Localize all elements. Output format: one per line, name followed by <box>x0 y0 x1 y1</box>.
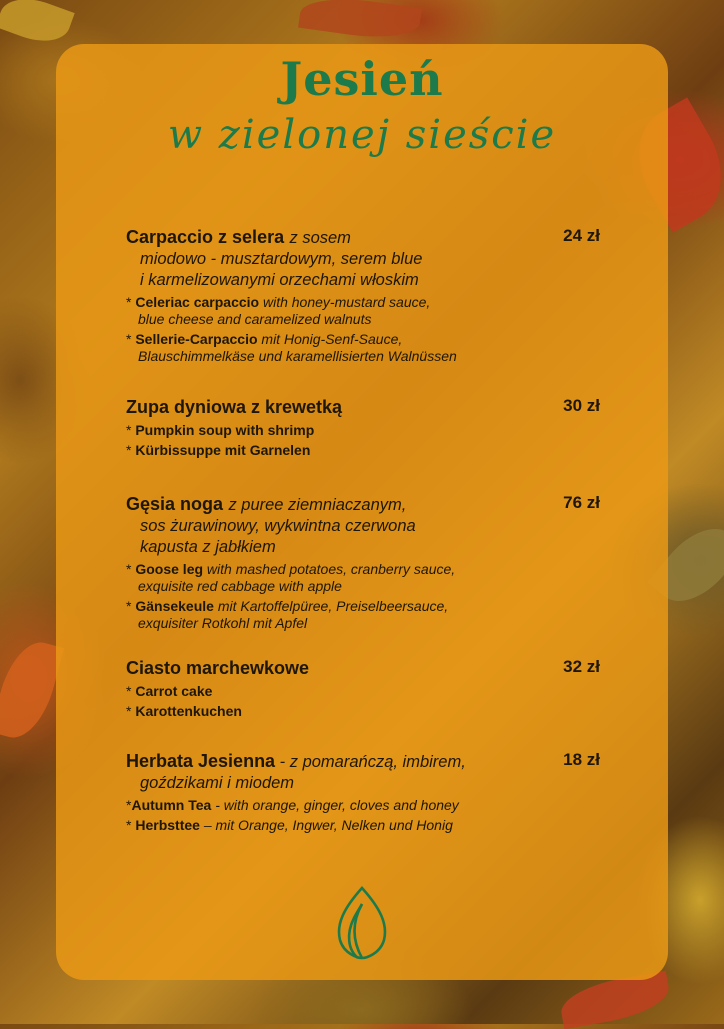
item-name: Herbata Jesienna <box>126 751 276 771</box>
background-leaf <box>0 635 64 745</box>
translation-en: * Goose leg with mashed potatoes, cranberry sauce, exquisite red cabbage with apple <box>126 561 456 594</box>
background-leaf <box>0 0 75 51</box>
item-name: Ciasto marchewkowe <box>126 658 310 678</box>
translation-de: * Kürbissuppe mit Garnelen <box>126 442 311 458</box>
item-description-line: goździkami i miodem <box>140 774 295 792</box>
item-name: Carpaccio z selera <box>126 227 285 247</box>
translation-de: * Karottenkuchen <box>126 703 242 719</box>
menu-item <box>126 396 606 459</box>
item-price: 24 zł <box>563 226 600 245</box>
background-leaf <box>298 0 422 44</box>
item-price: 30 zł <box>563 396 600 415</box>
item-price: 32 zł <box>563 657 600 676</box>
item-price: 76 zł <box>563 493 600 512</box>
menu-item <box>126 657 606 720</box>
translation-en: * Celeriac carpaccio with honey-mustard sauce, blue cheese and caramelized walnuts <box>126 294 431 327</box>
translation-en: * Carrot cake <box>126 683 213 699</box>
item-description: z sosem <box>289 229 351 247</box>
item-price: 18 zł <box>563 750 600 769</box>
item-name: Zupa dyniowa z krewetką <box>126 397 343 417</box>
menu-item <box>126 493 606 632</box>
translation-de: * Herbsttee – mit Orange, Ingwer, Nelken und Honig <box>126 817 453 833</box>
item-description-line: miodowo - musztardowym, serem blue <box>140 250 423 268</box>
item-name: Gęsia noga <box>126 494 224 514</box>
page-title: Jesień <box>280 52 444 106</box>
page-subtitle: w zielonej sieście <box>167 112 557 158</box>
translation-de: * Gänsekeule mit Kartoffelpüree, Preiselbeersauce, exquisiter Rotkohl mit Apfel <box>126 598 449 631</box>
translation-en: *Autumn Tea - with orange, ginger, cloves and honey <box>126 797 459 813</box>
item-description-line: i karmelizowanymi orzechami włoskim <box>140 271 419 289</box>
item-description-line: kapusta z jabłkiem <box>140 538 276 556</box>
item-description: z puree ziemniaczanym, <box>228 496 407 514</box>
translation-de: * Sellerie-Carpaccio mit Honig-Senf-Sauce, Blauschimmelkäse und karamellisierten Walnüssen <box>126 331 457 364</box>
item-description: - z pomarańczą, imbirem, <box>275 753 466 771</box>
menu-item <box>126 750 606 834</box>
item-description-line: sos żurawinowy, wykwintna czerwona <box>140 517 416 535</box>
translation-en: * Pumpkin soup with shrimp <box>126 422 315 438</box>
seed-leaf-icon <box>330 884 394 960</box>
menu-item <box>126 226 606 365</box>
